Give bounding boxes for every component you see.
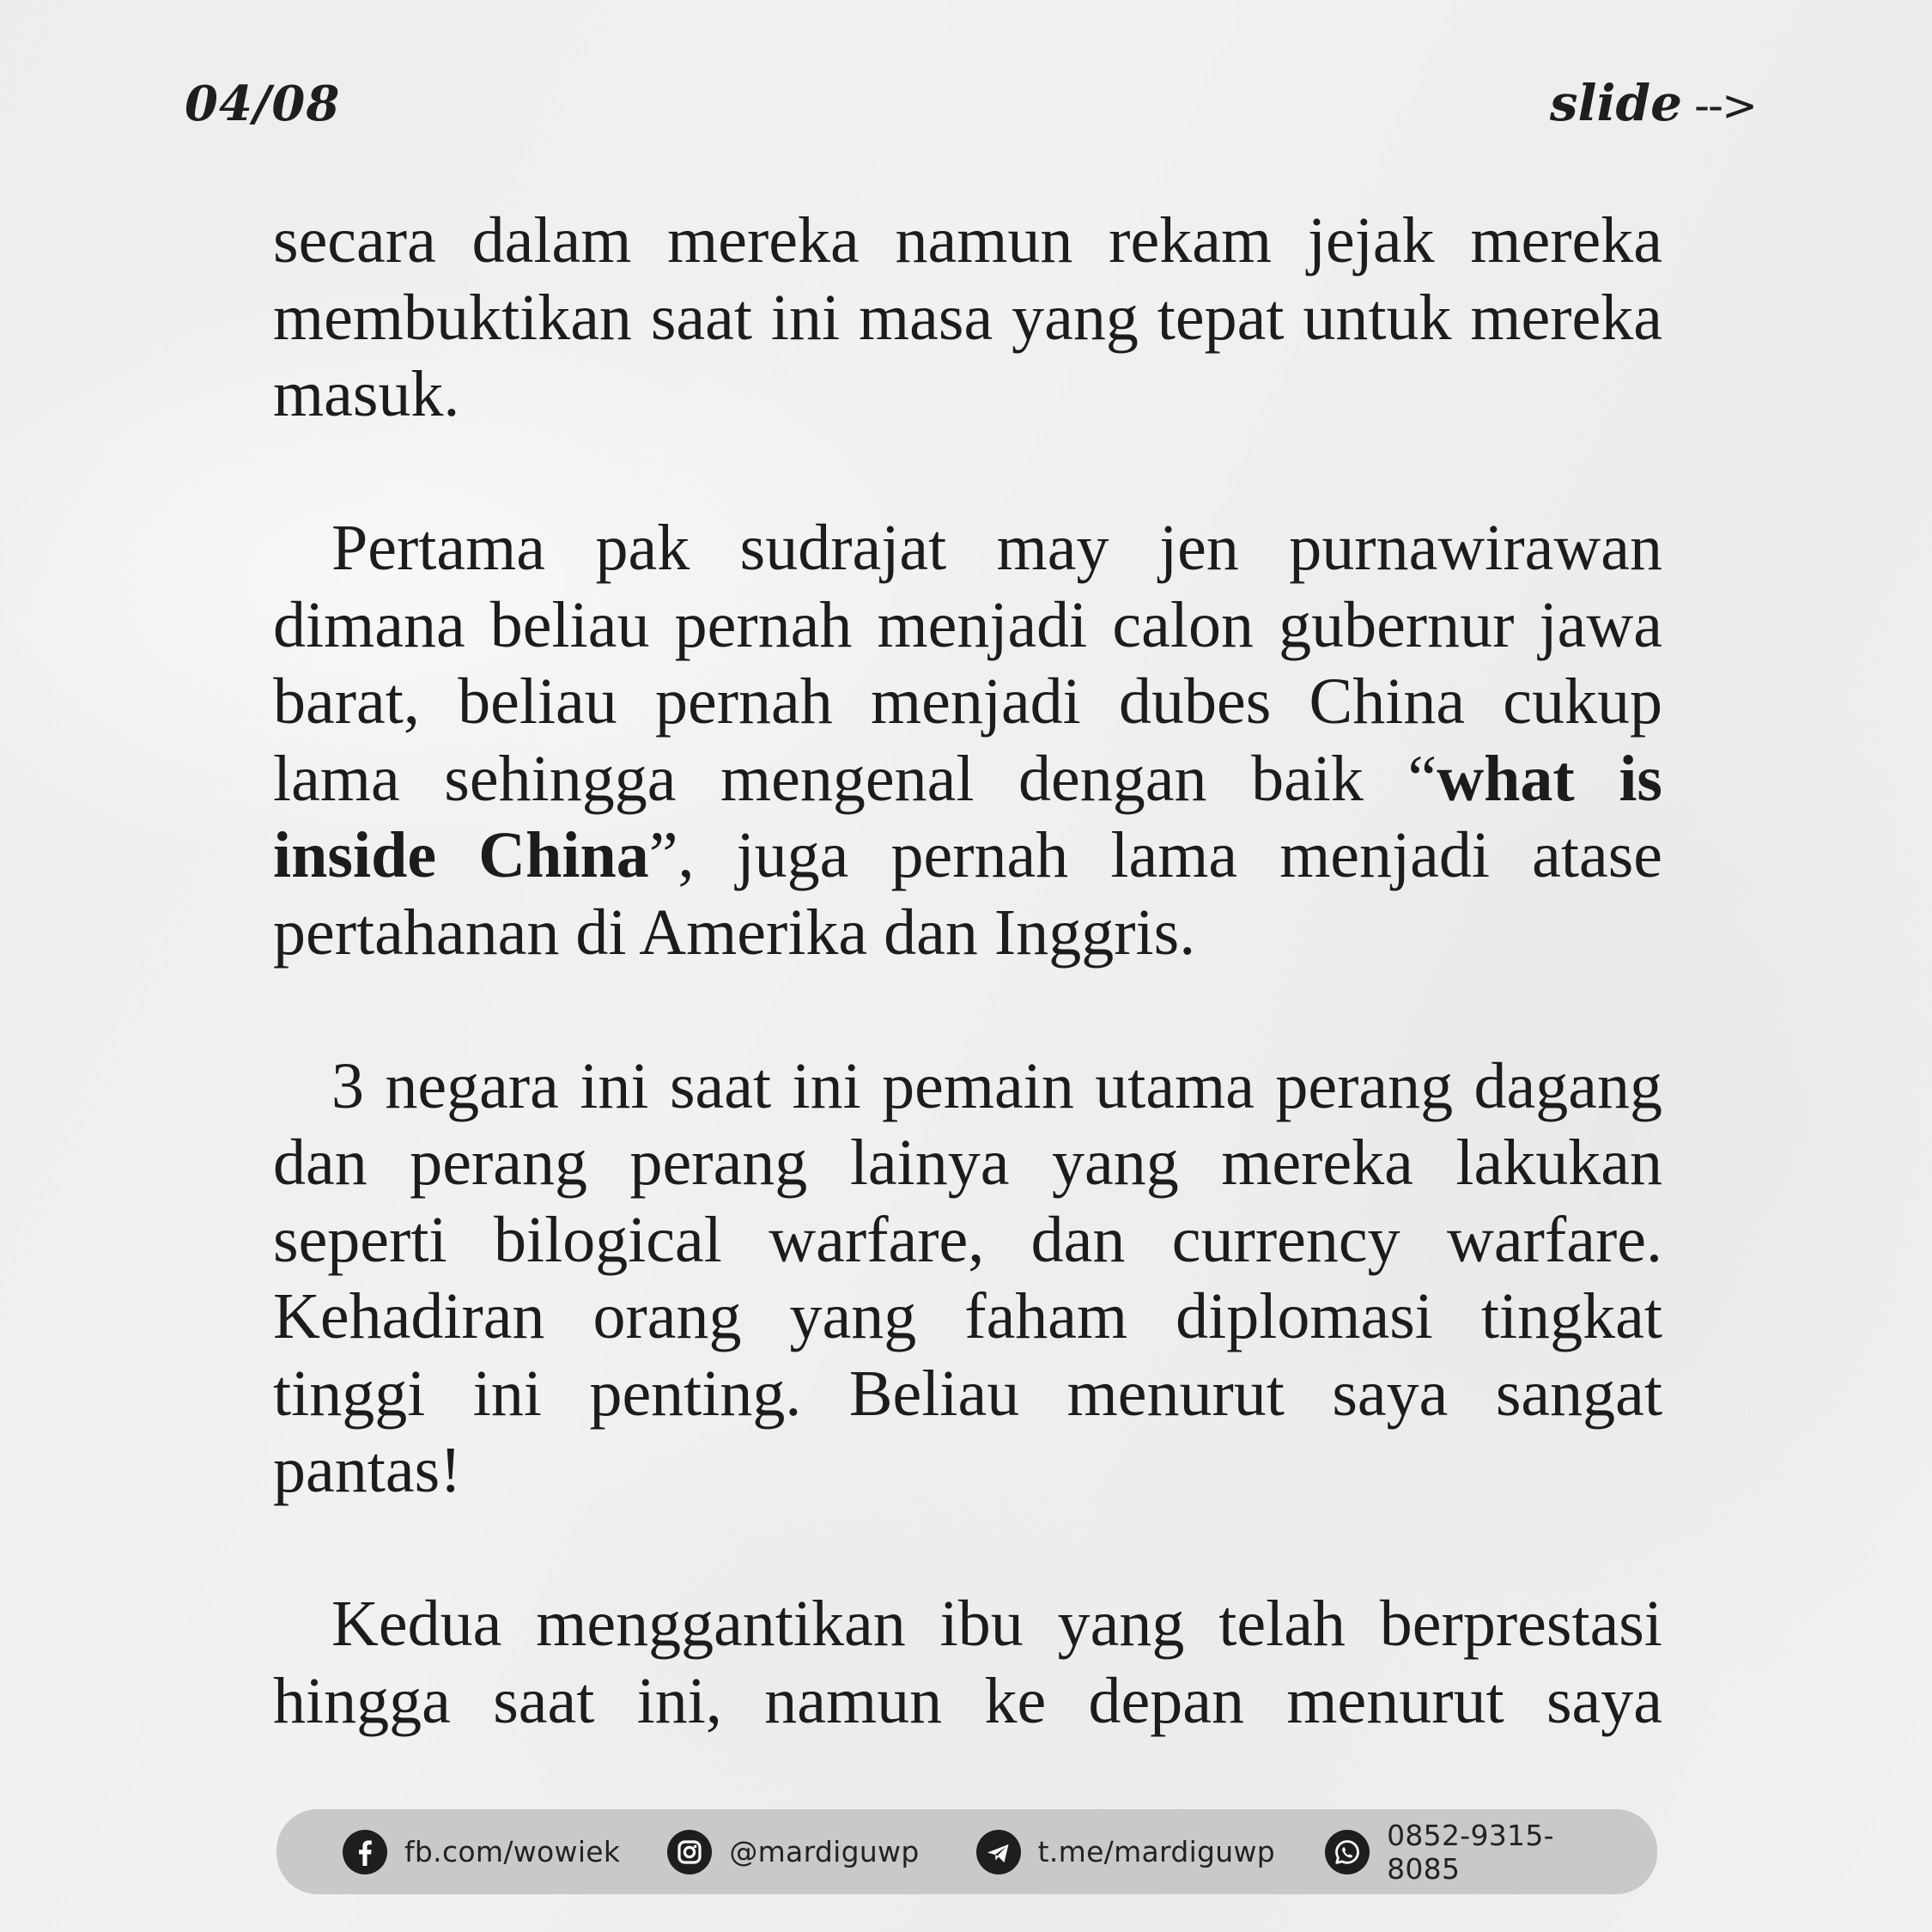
facebook-icon xyxy=(343,1830,387,1874)
emphasis-what-is-inside-china: what is inside China xyxy=(273,742,1663,891)
page-number: 04/08 xyxy=(185,76,341,132)
arrow-right-icon: --> xyxy=(1694,81,1756,131)
article-body xyxy=(273,203,1662,1740)
slide-hint-label: slide xyxy=(1549,74,1683,132)
paragraph-1: secara dalam mereka namun rekam jejak mereka membuktikan saat ini masa yang tepat untuk mereka masuk. xyxy=(273,204,1662,430)
paragraph-2-tail: ”, juga pernah lama menjadi atase pertahanan di Amerika dan Inggris. xyxy=(273,819,1663,969)
paragraph-4: Kedua menggantikan ibu yang telah berprestasi hingga saat ini, namun ke depan menurut saya xyxy=(273,1588,1662,1737)
contact-telegram[interactable] xyxy=(976,1830,1275,1874)
contact-telegram-label: t.me/mardiguwp xyxy=(1037,1835,1276,1868)
paragraph-2 xyxy=(273,510,1662,971)
contact-facebook[interactable] xyxy=(343,1830,620,1874)
contact-facebook-label: fb.com/wowiek xyxy=(404,1835,621,1868)
contact-instagram[interactable] xyxy=(667,1830,919,1874)
telegram-icon xyxy=(976,1830,1021,1874)
contact-whatsapp-label: 0852-9315-8085 xyxy=(1387,1818,1554,1886)
instagram-icon xyxy=(667,1830,712,1874)
slide-hint xyxy=(1550,74,1756,132)
paragraph-3: 3 negara ini saat ini pemain utama perang dagang dan perang perang lainya yang mereka lakukan seperti bilogical warfare, dan currency warfare. Kehadiran orang yang faham diplomasi tingkat tinggi ini penting. Beliau menurut saya sangat pantas! xyxy=(273,1049,1662,1506)
contact-instagram-label: @mardiguwp xyxy=(729,1835,920,1868)
contact-footer xyxy=(276,1809,1657,1894)
whatsapp-icon xyxy=(1325,1830,1370,1874)
contact-whatsapp[interactable] xyxy=(1325,1819,1610,1886)
paragraph-2-lead: Pertama pak sudrajat may jen purnawirawan dimana beliau pernah menjadi calon gubernur jawa barat, beliau pernah menjadi dubes China cukup lama sehingga mengenal dengan baik “ xyxy=(273,512,1662,815)
